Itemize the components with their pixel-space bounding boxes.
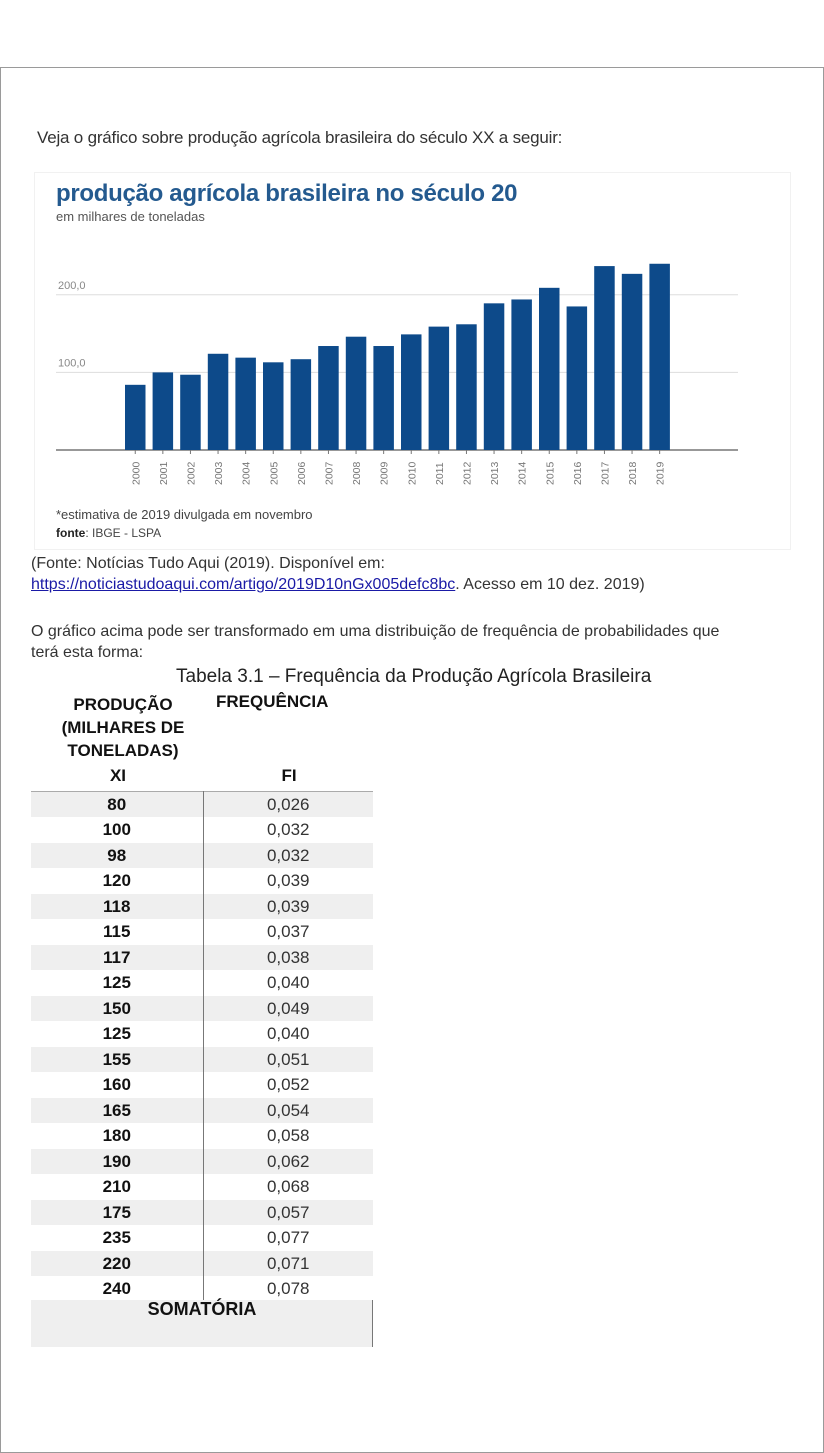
cell-xi: 100 [31, 817, 203, 843]
bar-2016 [567, 306, 588, 450]
x-tick-label: 2006 [295, 461, 308, 485]
bar-2004 [235, 358, 256, 450]
x-tick-label: 2002 [185, 461, 198, 485]
x-tick-label: 2005 [268, 461, 281, 485]
bar-2000 [125, 385, 146, 450]
source-link-line [31, 576, 645, 594]
table-row [31, 945, 373, 971]
bar-2007 [318, 346, 339, 450]
sum-label: SOMATÓRIA [147, 1299, 257, 1319]
intro-text: Veja o gráfico sobre produção agrícola brasileira do século XX a seguir: [37, 128, 563, 147]
y-tick-label: 200,0 [58, 279, 86, 292]
cell-fi: 0,068 [266, 1177, 310, 1197]
bar-2017 [594, 266, 615, 450]
x-tick-label: 2013 [489, 461, 502, 485]
cell-xi: 220 [31, 1251, 203, 1277]
cell-fi: 0,039 [266, 871, 310, 891]
column-sub-xi: XI [109, 766, 127, 785]
x-tick-label: 2018 [627, 461, 640, 485]
table-row [31, 919, 373, 945]
cell-xi: 155 [31, 1047, 203, 1073]
cell-xi: 125 [31, 970, 203, 996]
bar-2008 [346, 337, 367, 450]
cell-xi: 190 [31, 1149, 203, 1175]
table-row [31, 868, 373, 894]
cell-fi: 0,049 [203, 996, 373, 1022]
table-row [31, 1072, 373, 1098]
bar-2005 [263, 362, 284, 450]
cell-xi: 180 [31, 1123, 203, 1149]
bar-2014 [511, 299, 532, 450]
cell-fi: 0,037 [266, 922, 310, 942]
x-tick-label: 2004 [240, 461, 253, 485]
frequency-table [31, 791, 373, 1302]
bar-2009 [373, 346, 394, 450]
y-tick-label: 100,0 [58, 357, 86, 370]
bar-2015 [539, 288, 560, 450]
table-row [31, 894, 373, 920]
cell-xi: 118 [31, 894, 203, 920]
cell-xi: 160 [31, 1072, 203, 1098]
source-link[interactable]: https://noticiastudoaqui.com/artigo/2019D10nGx005defc8bc [31, 576, 456, 593]
cell-xi: 115 [31, 919, 203, 945]
x-tick-label: 2010 [406, 461, 419, 485]
bar-2002 [180, 375, 201, 450]
table-row [31, 1123, 373, 1149]
source-access-date: . Acesso em 10 dez. 2019) [455, 576, 645, 593]
chart-title: produção agrícola brasileira no século 20 [56, 180, 518, 207]
chart-source-value: : IBGE - LSPA [85, 526, 162, 540]
cell-xi: 165 [31, 1098, 203, 1124]
table-row [31, 1251, 373, 1277]
table-row [31, 792, 373, 818]
cell-xi: 120 [31, 868, 203, 894]
x-tick-label: 2015 [544, 461, 557, 485]
column-header-frequency: FREQUÊNCIA [216, 692, 329, 711]
source-citation: (Fonte: Notícias Tudo Aqui (2019). Disponível em: [31, 555, 385, 572]
table-row [31, 970, 373, 996]
bar-2019 [649, 264, 670, 450]
x-tick-label: 2001 [157, 461, 170, 485]
cell-xi: 175 [31, 1200, 203, 1226]
table-row [31, 1225, 373, 1251]
table-row [31, 1047, 373, 1073]
bar-chart [34, 240, 791, 490]
x-tick-label: 2016 [571, 461, 584, 485]
top-bar [0, 0, 824, 68]
bar-2011 [429, 327, 450, 450]
x-tick-label: 2000 [130, 461, 143, 485]
cell-fi: 0,071 [203, 1251, 373, 1277]
column-header-production: PRODUÇÃO (MILHARES DE TONELADAS) [61, 695, 185, 760]
x-tick-label: 2011 [433, 462, 446, 485]
chart-note: *estimativa de 2019 divulgada em novembro [56, 507, 313, 522]
cell-fi: 0,052 [266, 1075, 310, 1095]
x-tick-label: 2012 [461, 461, 474, 485]
cell-fi: 0,040 [266, 973, 310, 993]
chart-source-label: fonte [56, 526, 86, 540]
x-tick-label: 2009 [378, 461, 391, 485]
cell-fi: 0,051 [203, 1047, 373, 1073]
cell-xi: 80 [31, 792, 203, 818]
cell-xi: 240 [31, 1276, 203, 1302]
cell-xi: 235 [31, 1225, 203, 1251]
table-row [31, 843, 373, 869]
cell-fi: 0,038 [203, 945, 373, 971]
column-sub-fi: FI [281, 766, 297, 785]
chart-source [56, 526, 161, 540]
cell-xi: 210 [31, 1174, 203, 1200]
table-row [31, 1174, 373, 1200]
cell-xi: 98 [31, 843, 203, 869]
cell-fi: 0,032 [203, 843, 373, 869]
bar-2001 [153, 372, 174, 450]
x-tick-label: 2014 [516, 461, 529, 485]
cell-fi: 0,057 [203, 1200, 373, 1226]
cell-fi: 0,078 [266, 1279, 310, 1299]
cell-fi: 0,077 [266, 1228, 310, 1248]
intro-paragraph: O gráfico acima pode ser transformado em uma distribuição de frequência de probabilidades que terá esta forma: [31, 623, 720, 661]
table-row [31, 1200, 373, 1226]
x-tick-label: 2017 [599, 461, 612, 485]
table-row [31, 1098, 373, 1124]
cell-fi: 0,032 [266, 820, 310, 840]
x-tick-label: 2008 [351, 461, 364, 485]
cell-fi: 0,039 [203, 894, 373, 920]
bar-2018 [622, 274, 643, 450]
table-row [31, 1276, 373, 1302]
cell-fi: 0,058 [266, 1126, 310, 1146]
x-tick-label: 2019 [654, 461, 667, 485]
x-tick-label: 2003 [213, 461, 226, 485]
x-tick-label: 2007 [323, 461, 336, 485]
bar-2006 [291, 359, 312, 450]
table-row [31, 1149, 373, 1175]
cell-fi: 0,054 [203, 1098, 373, 1124]
cell-fi: 0,062 [203, 1149, 373, 1175]
cell-xi: 125 [31, 1021, 203, 1047]
cell-fi: 0,026 [203, 792, 373, 818]
bar-2013 [484, 303, 505, 450]
table-row [31, 996, 373, 1022]
table-row [31, 1021, 373, 1047]
bar-2010 [401, 334, 422, 450]
bar-2012 [456, 324, 477, 450]
bar-2003 [208, 354, 229, 450]
chart-subtitle: em milhares de toneladas [56, 209, 205, 224]
table-row [31, 817, 373, 843]
table-caption: Tabela 3.1 – Frequência da Produção Agrícola Brasileira [176, 666, 652, 687]
cell-xi: 117 [31, 945, 203, 971]
cell-xi: 150 [31, 996, 203, 1022]
cell-fi: 0,040 [266, 1024, 310, 1044]
